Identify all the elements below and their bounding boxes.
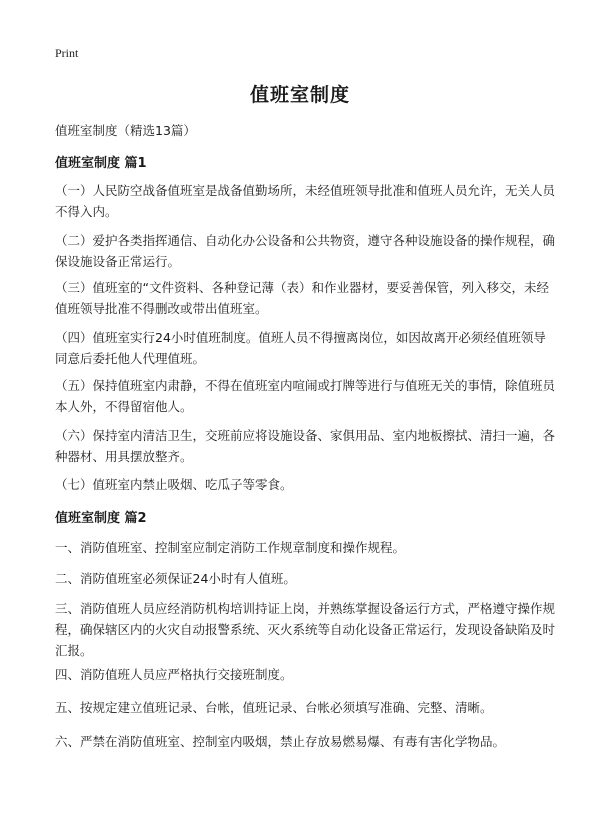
section-1-paragraph-3: （三）值班室的“文件资料、各种登记薄（表）和作业器材，要妥善保管，列入移交，未经值班领导批准不得删改或带出值班室。 [55,280,549,316]
section-1-paragraph-4: （四）值班室实行24小时值班制度。值班人员不得擅离岗位，如因故离开必须经值班领导同意后委托他人代理值班。 [55,330,546,366]
section-2-paragraph-5: 五、按规定建立值班记录、台帐，值班记录、台帐必须填写准确、完整、清晰。 [55,700,493,715]
section-heading-2: 值班室制度 篇2 [55,511,147,526]
section-2-paragraph-2: 二、消防值班室必须保证24小时有人值班。 [55,571,296,586]
section-2-paragraph-1: 一、消防值班室、控制室应制定消防工作规章制度和操作规程。 [55,540,406,555]
section-1-paragraph-7: （七）值班室内禁止吸烟、吃瓜子等零食。 [55,477,293,492]
section-1-paragraph-1: （一）人民防空战备值班室是战备值勤场所，未经值班领导批准和值班人员允许，无关人员不得入内。 [55,183,556,219]
document-subtitle: 值班室制度（精选13篇） [55,123,196,138]
section-1-paragraph-6: （六）保持室内清洁卫生，交班前应将设施设备、家俱用品、室内地板擦拭、清扫一遍，各种器材、用具摆放整齐。 [55,428,556,464]
document-title: 值班室制度 [249,84,350,106]
section-1-paragraph-5: （五）保持值班室内肃静，不得在值班室内喧闹或打牌等进行与值班无关的事情，除值班员本人外，不得留宿他人。 [55,378,556,414]
print-label: Print [55,46,79,60]
section-2-paragraph-3: 三、消防值班人员应经消防机构培训持证上岗，并熟练掌握设备运行方式，严格遵守操作规程，确保辖区内的火灾自动报警系统、灭火系统等自动化设备正常运行，发现设备缺陷及时汇报。 [55,601,556,658]
section-2-paragraph-4: 四、消防值班人员应严格执行交接班制度。 [55,667,293,682]
section-1-paragraph-2: （二）爱护各类指挥通信、自动化办公设备和公共物资，遵守各种设施设备的操作规程，确保设施设备正常运行。 [55,233,556,269]
section-2-paragraph-6: 六、严禁在消防值班室、控制室内吸烟，禁止存放易燃易爆、有毒有害化学物品。 [55,734,506,749]
section-heading-1: 值班室制度 篇1 [55,156,147,171]
